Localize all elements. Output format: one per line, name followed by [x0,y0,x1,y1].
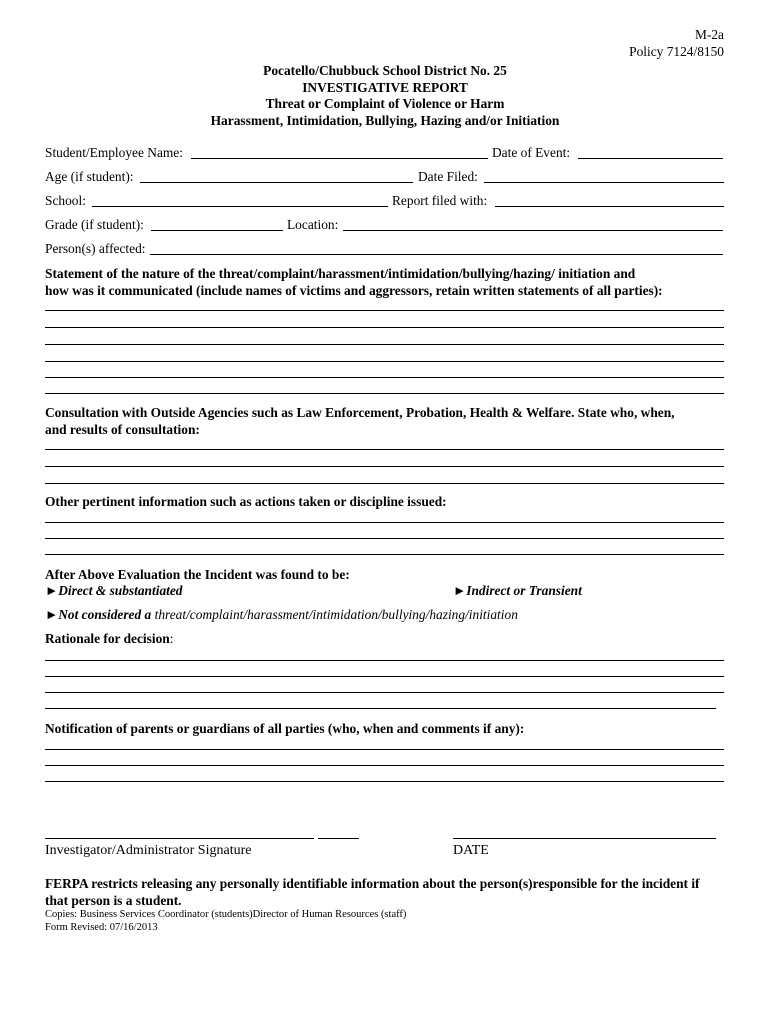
other-info-line[interactable] [45,522,724,523]
persons-affected-field[interactable] [150,254,723,255]
name-field[interactable] [191,158,488,159]
rationale-label [45,631,173,647]
age-label: Age (if student): [45,169,134,184]
form-code-block [629,26,724,60]
option-direct-substantiated[interactable]: ►Direct & substantiated [45,583,183,598]
option-not-considered-suffix: threat/complaint/harassment/intimidation/bullying/hazing/initiation [151,607,518,622]
age-field[interactable] [140,182,413,183]
notification-line[interactable] [45,781,724,782]
district-name: Pocatello/Chubbuck School District No. 25 [263,63,507,78]
statement-heading-line-1: Statement of the nature of the threat/complaint/harassment/intimidation/bullying/hazing/ initiation and [45,266,636,281]
statement-heading [45,265,663,299]
grade-label: Grade (if student): [45,217,144,232]
evaluation-heading: After Above Evaluation the Incident was found to be: [45,567,350,582]
notification-line[interactable] [45,765,724,766]
date-filed-label: Date Filed: [418,169,478,184]
signature-line-extension[interactable] [318,838,359,839]
statement-line[interactable] [45,377,724,378]
policy-number: Policy 7124/8150 [629,44,724,59]
copies-note: Copies: Business Services Coordinator (students)Director of Human Resources (staff) [45,909,407,920]
consultation-heading-line-2: and results of consultation: [45,422,200,437]
consultation-line[interactable] [45,483,724,484]
consultation-line[interactable] [45,449,724,450]
persons-affected-label: Person(s) affected: [45,241,146,256]
title-block [0,63,770,129]
report-subtitle-2: Harassment, Intimidation, Bullying, Hazing and/or Initiation [210,112,560,128]
report-subtitle-1: Threat or Complaint of Violence or Harm [265,96,505,111]
rationale-line[interactable] [45,660,724,661]
location-field[interactable] [343,230,723,231]
report-filed-field[interactable] [495,206,724,207]
rationale-colon: : [169,631,174,646]
school-field[interactable] [92,206,388,207]
notification-line[interactable] [45,749,724,750]
statement-line[interactable] [45,310,724,311]
date-label: DATE [453,843,489,858]
ferpa-notice-line-1: FERPA restricts releasing any personally identifiable information about the person(s)responsible for the incident if [45,876,700,891]
option-not-considered[interactable] [45,607,518,623]
revision-date: Form Revised: 07/16/2013 [45,922,158,933]
ferpa-notice-line-2: that person is a student. [45,892,182,908]
date-of-event-label: Date of Event: [492,145,571,160]
rationale-line[interactable] [45,676,724,677]
other-info-line[interactable] [45,538,724,539]
consultation-heading [45,404,675,438]
form-code: M-2a [694,27,724,42]
rationale-line[interactable] [45,708,716,709]
date-of-event-field[interactable] [578,158,723,159]
date-filed-field[interactable] [484,182,724,183]
consultation-line[interactable] [45,466,724,467]
statement-heading-line-2: how was it communicated (include names of victims and aggressors, retain written statements of all parties): [45,283,663,298]
notification-heading: Notification of parents or guardians of all parties (who, when and comments if any): [45,721,525,736]
statement-line[interactable] [45,393,724,394]
name-label: Student/Employee Name: [45,145,183,160]
consultation-heading-line-1: Consultation with Outside Agencies such as Law Enforcement, Probation, Health & Welfare. State who, when, [45,405,675,420]
footer-notes [45,908,406,934]
investigator-signature-label: Investigator/Administrator Signature [45,843,252,858]
report-filed-label: Report filed with: [392,193,488,208]
signature-line[interactable] [45,838,314,839]
date-signature-line[interactable] [453,838,716,839]
report-title: INVESTIGATIVE REPORT [302,79,468,95]
option-indirect-transient[interactable]: ►Indirect or Transient [453,583,582,598]
other-info-heading: Other pertinent information such as actions taken or discipline issued: [45,494,447,509]
statement-line[interactable] [45,344,724,345]
grade-field[interactable] [151,230,283,231]
other-info-line[interactable] [45,554,724,555]
ferpa-notice [45,876,700,909]
statement-line[interactable] [45,327,724,328]
option-not-considered-prefix: ►Not considered a [45,607,152,622]
school-label: School: [45,193,86,208]
statement-line[interactable] [45,361,724,362]
location-label: Location: [287,217,339,232]
rationale-line[interactable] [45,692,724,693]
rationale-label-text: Rationale for decision [45,631,170,646]
